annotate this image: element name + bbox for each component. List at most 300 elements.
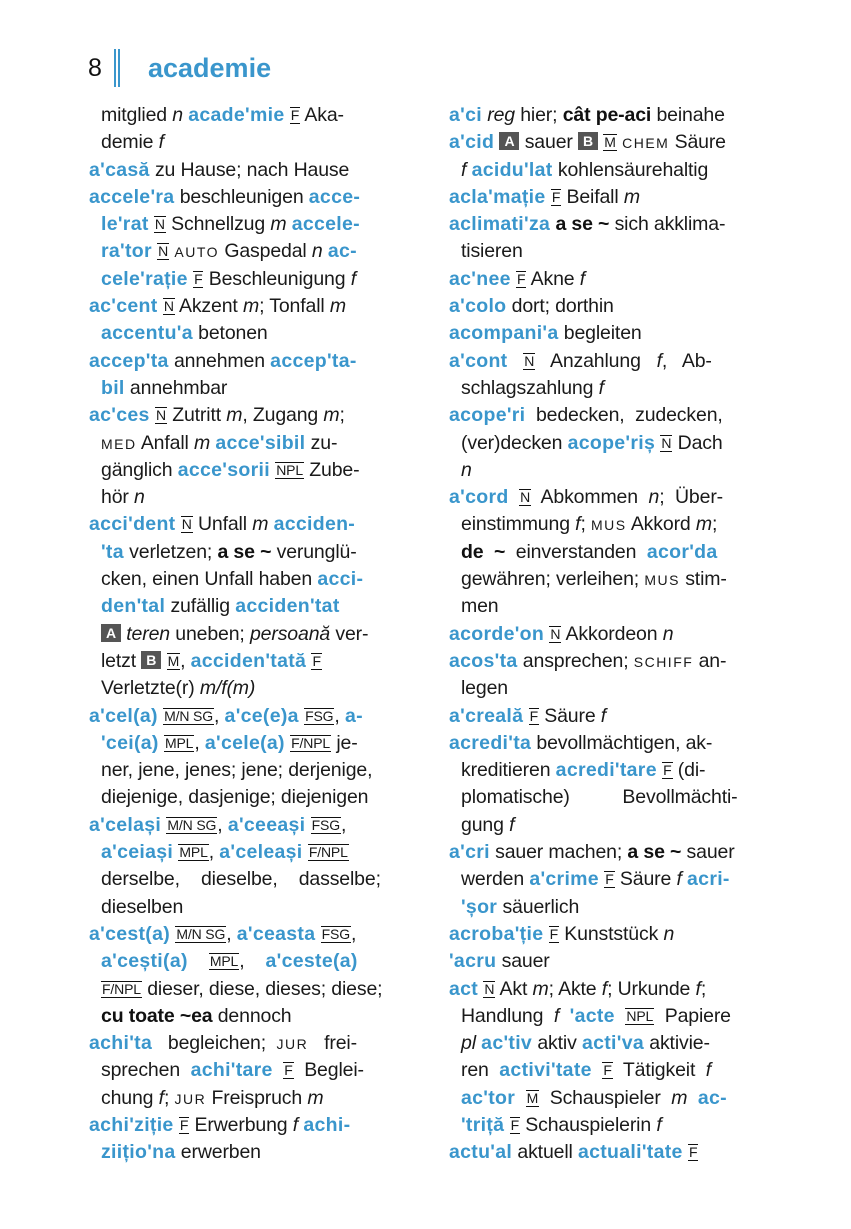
gender-label: M: [604, 134, 616, 151]
translation-text: Säure: [538, 704, 601, 727]
headword: le'rat: [101, 213, 149, 236]
entry-line: [89, 839, 421, 866]
translation-text: ;: [163, 1086, 175, 1109]
translation-text: aktivie-: [643, 1032, 710, 1055]
entry-line: [89, 402, 421, 429]
headword: activi'tate: [499, 1059, 592, 1082]
grammar-italic: f: [598, 376, 604, 399]
translation-text: bevollmächtigen, ak-: [531, 731, 713, 754]
translation-text: frei-: [308, 1032, 357, 1055]
headword: ra'tor: [101, 240, 152, 263]
translation-text: beinahe: [651, 104, 725, 126]
headword: acri-: [687, 868, 730, 891]
translation-text: ; Über-: [659, 486, 724, 509]
headword: 'ta: [101, 540, 124, 563]
headword: achi'ta: [89, 1032, 153, 1055]
headword: acidu'lat: [471, 158, 553, 181]
headword: a'ci: [449, 104, 482, 126]
translation-text: Dach: [672, 431, 723, 454]
translation-text: ;: [339, 404, 345, 427]
entry-line: [89, 457, 421, 484]
grammar-italic: m: [226, 404, 243, 427]
gender-label: F: [605, 871, 614, 888]
grammar-italic: f: [705, 1059, 712, 1082]
entry-line: [449, 430, 781, 457]
headword: a'creală: [449, 704, 524, 727]
translation-text: ner, jene, jenes; jene; derjenige,: [101, 759, 373, 782]
entry-line: [89, 511, 421, 538]
entry-line: [449, 839, 781, 866]
entry-line: [449, 566, 781, 593]
headword: accentu'a: [101, 322, 193, 345]
grammar-italic: f: [656, 349, 662, 372]
translation-text: ,: [340, 813, 347, 836]
grammar-italic: n: [311, 240, 323, 263]
translation-text: Aka-: [300, 104, 344, 126]
grammar-italic: m: [193, 431, 211, 454]
translation-text: verunglü-: [271, 540, 357, 563]
subject-label: AUTO: [174, 244, 220, 261]
translation-text: ,: [208, 841, 220, 864]
gender-label: F/NPL: [102, 980, 141, 997]
entry-line: [89, 784, 421, 811]
headword: 'acte: [569, 1004, 615, 1027]
grammar-italic: n: [461, 458, 472, 481]
grammar-italic: f: [553, 1004, 560, 1027]
grammar-italic: f: [695, 977, 701, 1000]
grammar-italic: f: [461, 158, 467, 181]
headword: a'cord: [449, 486, 509, 509]
entry-line: [449, 730, 781, 757]
translation-text: Akzent: [174, 295, 243, 318]
translation-text: bedecken, zudecken,: [525, 404, 723, 427]
translation-text: sprechen: [101, 1059, 191, 1082]
subject-label: MUS: [591, 517, 627, 534]
translation-text: gänglich: [101, 458, 178, 481]
translation-text: betonen: [192, 322, 268, 345]
headword: ac'ces: [89, 404, 150, 427]
entry-line: [449, 648, 781, 675]
gender-label: F: [529, 707, 538, 724]
headword: a'cele(a): [204, 731, 285, 754]
grammar-italic: f: [600, 704, 607, 727]
gender-label: N: [550, 625, 561, 642]
grammar-italic: m: [323, 404, 340, 427]
bold-phrase: cu toate ~ea: [101, 1004, 213, 1027]
entry-line: [449, 675, 781, 702]
translation-text: mitglied: [101, 104, 173, 126]
translation-text: Akt: [495, 977, 533, 1000]
entry-line: [89, 539, 421, 566]
translation-text: Erwerbung: [189, 1113, 293, 1136]
translation-text: werden: [461, 868, 530, 891]
grammar-italic: n: [648, 486, 660, 509]
translation-text: Akkordeon: [561, 622, 663, 645]
bold-phrase: a se ~: [627, 841, 682, 864]
translation-text: stim-: [679, 568, 727, 591]
translation-text: dieser, diese, dieses; diese;: [141, 977, 383, 1000]
translation-text: , Ab-: [661, 349, 712, 372]
translation-text: hör: [101, 486, 135, 509]
entry-line: [89, 1030, 421, 1057]
gender-label: M: [526, 1089, 539, 1106]
grammar-italic: f: [350, 267, 356, 290]
translation-text: ren: [461, 1059, 500, 1082]
grammar-italic: m: [270, 213, 287, 236]
headword: a'ceeași: [227, 813, 306, 836]
entry-line: [89, 375, 421, 402]
headword: acti'va: [581, 1032, 644, 1055]
entry-line: [449, 511, 781, 538]
translation-text: sauer: [519, 131, 579, 154]
headword: acci'dent: [89, 513, 176, 536]
entry-line: [449, 866, 781, 893]
grammar-italic: f: [575, 513, 581, 536]
translation-text: dennoch: [212, 1004, 292, 1027]
translation-text: [515, 1087, 526, 1109]
grammar-italic: m/f(m): [199, 677, 256, 700]
gender-label: MPL: [179, 844, 208, 861]
entry-line: [89, 566, 421, 593]
translation-text: zu Hause; nach Hause: [149, 158, 350, 181]
gender-label: MPL: [164, 734, 194, 751]
translation-text: schlagszahlung: [461, 376, 599, 399]
entry-line: [449, 320, 781, 347]
page-number: 8: [88, 53, 102, 82]
translation-text: begleiten: [558, 322, 642, 345]
grammar-italic: f: [676, 868, 682, 891]
gender-label: FSG: [305, 707, 334, 724]
translation-text: chung: [101, 1086, 159, 1109]
headword: a'cel(a): [89, 704, 158, 727]
gender-label: F: [663, 762, 672, 779]
headword: acci-: [317, 568, 364, 591]
headword: a'ceiași: [101, 841, 174, 864]
translation-text: Schauspielerin: [519, 1113, 657, 1136]
entry-line: [449, 129, 781, 156]
headword: actu'al: [449, 1141, 513, 1164]
headword: acla'mație: [449, 185, 546, 208]
grammar-italic: m: [532, 977, 549, 1000]
translation-text: zu-: [305, 431, 338, 454]
entry-line: [449, 211, 781, 238]
gender-label: F: [551, 188, 561, 205]
headword: a'colo: [449, 295, 507, 318]
translation-text: [273, 1059, 284, 1081]
entry-line: [89, 703, 421, 730]
entry-line: [89, 348, 421, 375]
grammar-italic: m: [252, 513, 269, 536]
gender-label: F: [603, 1062, 612, 1079]
entry-line: [449, 348, 781, 375]
bold-phrase: a se ~: [217, 540, 272, 563]
translation-text: beschleunigen: [174, 185, 309, 208]
translation-text: Schauspieler: [539, 1086, 672, 1109]
headword: acredi'tare: [555, 759, 657, 782]
headword: den'tal: [101, 595, 166, 618]
headword: actuali'tate: [577, 1141, 683, 1164]
headword: a'cest(a): [89, 922, 171, 945]
gender-label: FSG: [311, 816, 340, 833]
grammar-italic: persoană: [249, 622, 331, 645]
headword: acredi'ta: [449, 731, 532, 754]
translation-text: Schnellzug: [165, 213, 271, 236]
entry-line: [449, 621, 781, 648]
gender-label: N: [155, 407, 166, 424]
entry-line: [449, 921, 781, 948]
entry-line: [89, 976, 421, 1003]
translation-text: Verletzte(r): [101, 677, 200, 700]
gender-label: F: [194, 270, 203, 287]
subject-label: CHEM: [622, 135, 670, 152]
translation-text: [559, 1005, 570, 1027]
translation-text: [188, 950, 209, 972]
headword: acos'ta: [449, 649, 518, 672]
entry-line: [89, 211, 421, 238]
gender-label: F: [312, 652, 321, 669]
entry-line: [89, 648, 421, 675]
translation-text: ; Tonfall: [259, 295, 330, 318]
translation-text: ver-: [330, 622, 369, 645]
bold-phrase: a se ~: [555, 213, 610, 236]
translation-text: [509, 486, 520, 508]
translation-text: ,: [194, 731, 205, 754]
translation-text: ; Akte: [548, 977, 602, 1000]
entry-line: [89, 593, 421, 620]
entry-line: [449, 1057, 781, 1084]
headword: ac'tiv: [481, 1032, 533, 1055]
entry-line: [449, 457, 781, 484]
subject-label: JUR: [276, 1036, 309, 1053]
right-column: [449, 102, 781, 1167]
translation-text: Beifall: [561, 185, 624, 208]
entry-line: [89, 948, 421, 975]
double-rule-divider: [114, 49, 120, 87]
translation-text: dieselben: [101, 895, 184, 918]
headword: a'cri: [449, 841, 490, 864]
gender-label: N: [163, 298, 174, 315]
headword: 'cei(a): [101, 731, 159, 754]
grammar-italic: f: [601, 977, 608, 1000]
translation-text: [592, 1059, 603, 1081]
translation-text: kohlensäurehaltig: [552, 158, 709, 181]
headword: accep'ta-: [270, 349, 357, 372]
headword: a'cont: [449, 349, 508, 372]
headword: 'acru: [449, 950, 497, 973]
headword: accele'ra: [89, 185, 175, 208]
translation-text: Zube-: [304, 458, 360, 481]
translation-text: verletzen;: [123, 540, 218, 563]
translation-text: einverstanden: [505, 540, 647, 563]
translation-text: ,: [217, 813, 228, 836]
translation-text: Zutritt: [166, 404, 227, 427]
headword: ac'tor: [461, 1086, 516, 1109]
headword: acce'sibil: [215, 431, 306, 454]
bold-phrase: de ~: [461, 540, 506, 563]
entry-line: [89, 484, 421, 511]
left-column: [89, 102, 421, 1167]
headword: acce-: [308, 185, 361, 208]
entry-line: [449, 266, 781, 293]
translation-text: aktiv: [532, 1032, 582, 1055]
translation-text: an-: [693, 649, 727, 672]
translation-text: kreditieren: [461, 759, 556, 782]
translation-text: (ver)decken: [461, 431, 568, 454]
translation-text: säuerlich: [497, 895, 580, 918]
translation-text: sauer: [496, 950, 550, 973]
entry-line: [449, 1030, 781, 1057]
grammar-italic: m: [671, 1086, 688, 1109]
headword: a'ceste(a): [265, 950, 358, 973]
translation-text: erwerben: [175, 1141, 261, 1164]
headword: acciden-: [273, 513, 356, 536]
grammar-italic: pl: [461, 1032, 476, 1055]
grammar-italic: n: [134, 486, 145, 509]
headword: a'ce(e)a: [224, 704, 299, 727]
page-header: [88, 46, 271, 90]
headword: 'șor: [461, 895, 498, 918]
translation-text: ;: [580, 513, 591, 536]
headword: acor'da: [646, 540, 718, 563]
translation-text: (di-: [672, 759, 706, 782]
bold-phrase: cât pe-aci: [562, 104, 652, 126]
headword: acompani'a: [449, 322, 559, 345]
entry-line: [449, 102, 781, 129]
headword: achi-: [303, 1113, 351, 1136]
gender-label: M: [167, 652, 180, 669]
translation-text: Säure: [614, 868, 677, 891]
gender-label: N: [661, 434, 672, 451]
translation-text: Tätigkeit: [612, 1059, 706, 1082]
headword: acope'riș: [567, 431, 656, 454]
entry-line: [449, 238, 781, 265]
headword: bil: [101, 376, 125, 399]
sense-box-label: A: [101, 624, 121, 642]
entry-line: [89, 757, 421, 784]
headword: a'celași: [89, 813, 162, 836]
grammar-italic: f: [656, 1113, 662, 1136]
grammar-italic: teren: [126, 622, 170, 645]
entry-line: [449, 894, 781, 921]
gender-label: FSG: [321, 925, 350, 942]
entry-line: [89, 921, 421, 948]
grammar-italic: m: [242, 295, 260, 318]
translation-text: Gaspedal: [219, 240, 312, 263]
entry-line: [89, 1112, 421, 1139]
gender-label: F: [284, 1062, 293, 1079]
translation-text: tisieren: [461, 240, 523, 263]
entry-line: [449, 402, 781, 429]
translation-text: ; Urkunde: [607, 977, 696, 1000]
entry-line: [89, 266, 421, 293]
translation-text: sauer: [681, 841, 735, 864]
headword: a'crime: [529, 868, 599, 891]
entry-line: [89, 184, 421, 211]
gender-label: NPL: [626, 1007, 654, 1024]
headword: ac-: [697, 1086, 727, 1109]
translation-text: Akkord: [626, 513, 696, 536]
translation-text: diejenige, dasjenige; diejenigen: [101, 786, 369, 809]
gender-label: N: [154, 216, 165, 233]
entry-line: [449, 976, 781, 1003]
grammar-italic: f: [292, 1113, 299, 1136]
entry-line: [449, 757, 781, 784]
headword: acroba'ție: [449, 922, 544, 945]
headword: achi'ziție: [89, 1113, 174, 1136]
translation-text: Kunststück: [559, 922, 664, 945]
translation-text: Unfall: [192, 513, 253, 536]
gender-label: F: [688, 1144, 698, 1161]
translation-text: [687, 1087, 698, 1109]
headword: achi'tare: [190, 1059, 273, 1082]
headword: acade'mie: [188, 104, 285, 126]
translation-text: ,: [239, 950, 266, 973]
translation-text: gung: [461, 813, 510, 836]
headword: accele-: [291, 213, 360, 236]
entry-line: [89, 157, 421, 184]
entry-line: [449, 812, 781, 839]
translation-text: plomatische) Bevollmächti-: [461, 786, 738, 809]
translation-text: einstimmung: [461, 513, 576, 536]
translation-text: Beglei-: [293, 1059, 364, 1082]
gender-label: M/N SG: [176, 925, 226, 942]
translation-text: sich akklima-: [609, 213, 726, 236]
translation-text: ;: [711, 513, 718, 536]
entry-line: [449, 784, 781, 811]
headword: acciden'tată: [190, 649, 307, 672]
translation-text: demie: [101, 131, 159, 154]
grammar-italic: m: [329, 295, 346, 318]
gender-label: N: [524, 352, 535, 369]
gender-label: M/N SG: [167, 816, 217, 833]
gender-label: N: [181, 516, 192, 533]
gender-label: F: [510, 1116, 519, 1133]
translation-text: sauer machen;: [489, 841, 628, 864]
grammar-italic: f: [509, 813, 515, 836]
headword: acorde'on: [449, 622, 545, 645]
entry-line: [89, 238, 421, 265]
translation-text: annehmbar: [124, 376, 228, 399]
entry-line: [89, 621, 421, 648]
guide-word: academie: [148, 52, 272, 83]
entry-line: [449, 1003, 781, 1030]
entry-line: [449, 1112, 781, 1139]
gender-label: F/NPL: [308, 844, 348, 861]
translation-text: Freispruch: [206, 1086, 308, 1109]
translation-text: begleichen;: [152, 1032, 277, 1055]
translation-text: ;: [700, 977, 707, 1000]
entry-line: [89, 320, 421, 347]
headword: a'ceasta: [236, 922, 316, 945]
grammar-italic: m: [307, 1086, 324, 1109]
headword: a-: [344, 704, 363, 727]
translation-text: annehmen: [168, 349, 271, 372]
gender-label: F: [517, 270, 526, 287]
translation-text: dort; dorthin: [506, 295, 614, 318]
translation-text: je-: [331, 731, 358, 754]
translation-text: Beschleunigung: [203, 267, 351, 290]
subject-label: JUR: [174, 1090, 207, 1107]
entry-line: [449, 184, 781, 211]
grammar-italic: m: [695, 513, 712, 536]
translation-text: ,: [226, 922, 237, 945]
translation-text: ,: [351, 922, 357, 945]
entry-line: [89, 675, 421, 702]
headword: aclimati'za: [449, 213, 551, 236]
entry-line: [89, 293, 421, 320]
sense-box-label: B: [141, 651, 161, 669]
grammar-italic: reg: [487, 104, 515, 126]
